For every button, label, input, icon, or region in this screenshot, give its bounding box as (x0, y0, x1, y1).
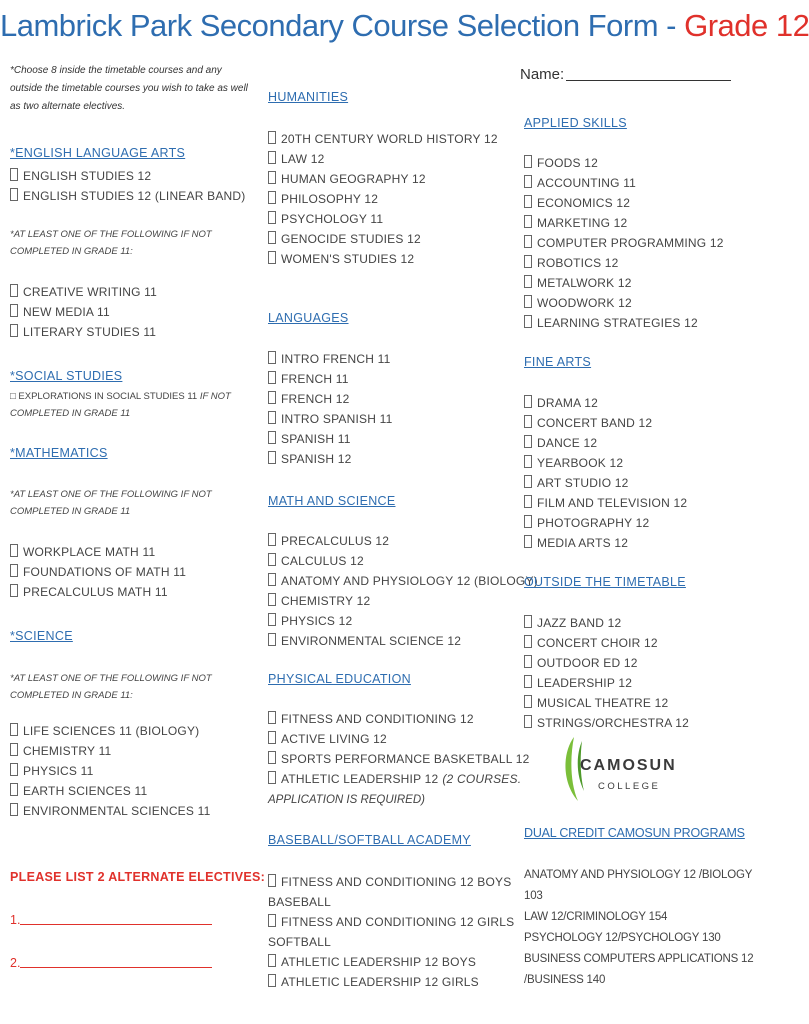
course-label: FITNESS AND CONDITIONING 12 GIRLS (281, 915, 515, 929)
title-main: Lambrick Park Secondary Course Selection Form - (0, 8, 685, 43)
course-item[interactable] (524, 673, 689, 693)
course-item[interactable] (268, 429, 392, 449)
checkbox-icon[interactable] (268, 351, 276, 364)
intro-note: *Choose 8 inside the timetable courses and any outside the timetable courses you wish to take as well as two alternate electives. (10, 65, 248, 112)
outside-list (524, 613, 689, 733)
course-item[interactable] (268, 709, 529, 729)
checkbox-icon[interactable] (10, 188, 18, 201)
checkbox-icon[interactable] (524, 455, 532, 468)
course-item[interactable] (10, 781, 210, 801)
title-grade: Grade 12 (684, 8, 809, 43)
course-label: SPANISH 12 (281, 452, 352, 466)
course-label: GENOCIDE STUDIES 12 (281, 232, 421, 246)
course-label: WOMEN'S STUDIES 12 (281, 252, 415, 266)
course-label: ANATOMY AND PHYSIOLOGY 12 (BIOLOGY) (281, 574, 538, 588)
course-item[interactable] (10, 166, 245, 186)
course-item[interactable] (524, 233, 724, 253)
dual-heading: DUAL CREDIT CAMOSUN PROGRAMS (524, 826, 745, 840)
english-note: *AT LEAST ONE OF THE FOLLOWING IF NOT COMPLETED IN GRADE 11: (10, 229, 212, 257)
course-item[interactable] (524, 453, 687, 473)
checkbox-icon[interactable] (268, 954, 276, 967)
checkbox-icon[interactable] (268, 371, 276, 384)
baseball-heading: BASEBALL/SOFTBALL ACADEMY (268, 833, 471, 847)
course-item[interactable] (10, 282, 157, 302)
checkbox-icon[interactable] (268, 711, 276, 724)
social-note: IF NOT COMPLETED IN GRADE 11 (10, 391, 231, 419)
logo-sub: COLLEGE (598, 781, 661, 792)
course-label: PSYCHOLOGY 12/PSYCHOLOGY 130 (524, 932, 721, 944)
course-item[interactable] (268, 872, 514, 892)
course-label: MUSICAL THEATRE 12 (537, 696, 669, 710)
checkbox-icon[interactable] (524, 675, 532, 688)
checkbox-icon[interactable] (524, 235, 532, 248)
course-item[interactable] (524, 513, 687, 533)
alternate-2[interactable] (10, 956, 212, 970)
course-item[interactable] (524, 393, 687, 413)
checkbox-icon[interactable] (268, 411, 276, 424)
english-extra-list (10, 282, 157, 342)
humanities-heading: HUMANITIES (268, 90, 349, 104)
course-item[interactable] (268, 349, 392, 369)
checkbox-icon[interactable] (524, 295, 532, 308)
science-heading: *SCIENCE (10, 629, 73, 643)
checkbox-icon[interactable] (524, 255, 532, 268)
checkbox-icon[interactable] (268, 633, 276, 646)
dual-list (524, 865, 760, 991)
course-label: LAW 12/CRIMINOLOGY 154 (524, 911, 668, 923)
course-label: LITERARY STUDIES 11 (23, 325, 157, 339)
dual-credit-item[interactable] (524, 928, 760, 949)
dual-credit-item[interactable] (524, 865, 760, 907)
course-label: LIFE SCIENCES 11 (BIOLOGY) (23, 724, 200, 738)
mathsci-heading: MATH AND SCIENCE (268, 494, 396, 508)
course-item[interactable] (268, 169, 498, 189)
course-item[interactable] (524, 293, 724, 313)
course-label: PRECALCULUS MATH 11 (23, 585, 168, 599)
course-label: JAZZ BAND 12 (537, 616, 622, 630)
checkbox-icon[interactable] (524, 315, 532, 328)
course-item[interactable] (524, 613, 689, 633)
pe-heading: PHYSICAL EDUCATION (268, 672, 411, 686)
course-label: ANATOMY AND PHYSIOLOGY 12 /BIOLOGY 103 (524, 869, 752, 902)
course-item (268, 932, 514, 952)
checkbox-icon[interactable] (10, 783, 18, 796)
course-item[interactable] (524, 533, 687, 553)
checkbox-icon[interactable] (268, 431, 276, 444)
course-item[interactable] (268, 229, 498, 249)
course-label: CONCERT CHOIR 12 (537, 636, 658, 650)
course-item[interactable] (524, 713, 689, 733)
course-label: SPORTS PERFORMANCE BASKETBALL 12 (281, 752, 530, 766)
course-item[interactable] (268, 952, 514, 972)
course-label: BUSINESS COMPUTERS APPLICATIONS 12 /BUSINESS 140 (524, 953, 754, 986)
checkbox-icon[interactable] (268, 171, 276, 184)
checkbox-icon[interactable] (10, 324, 18, 337)
course-item[interactable] (268, 551, 538, 571)
course-item[interactable] (268, 209, 498, 229)
course-item[interactable] (10, 741, 210, 761)
checkbox-icon[interactable] (268, 553, 276, 566)
checkbox-icon[interactable] (524, 515, 532, 528)
checkbox-icon[interactable] (268, 771, 276, 784)
course-item[interactable] (524, 213, 724, 233)
course-item[interactable] (524, 413, 687, 433)
course-item[interactable] (524, 193, 724, 213)
course-item[interactable] (268, 611, 538, 631)
social-heading: *SOCIAL STUDIES (10, 369, 123, 383)
course-label: COMPUTER PROGRAMMING 12 (537, 236, 724, 250)
checkbox-icon[interactable] (524, 415, 532, 428)
checkbox-icon[interactable] (268, 914, 276, 927)
course-label: FOUNDATIONS OF MATH 11 (23, 565, 187, 579)
checkbox-icon[interactable] (268, 211, 276, 224)
course-item[interactable] (268, 449, 392, 469)
checkbox-icon[interactable] (524, 535, 532, 548)
camosun-logo (560, 735, 677, 805)
course-item[interactable] (268, 729, 529, 749)
course-label: WORKPLACE MATH 11 (23, 545, 156, 559)
checkbox-icon[interactable] (268, 131, 276, 144)
checkbox-icon[interactable] (524, 155, 532, 168)
languages-heading: LANGUAGES (268, 311, 349, 325)
course-label: FOODS 12 (537, 156, 598, 170)
checkbox-icon[interactable] (10, 743, 18, 756)
alternate-1[interactable] (10, 913, 212, 927)
checkbox-icon[interactable] (268, 451, 276, 464)
checkbox-icon[interactable] (10, 284, 18, 297)
course-label: METALWORK 12 (537, 276, 632, 290)
course-item[interactable] (524, 273, 724, 293)
pe-list (268, 709, 529, 789)
checkbox-icon[interactable] (10, 564, 18, 577)
course-item[interactable] (10, 761, 210, 781)
course-label: YEARBOOK 12 (537, 456, 624, 470)
name-input-line[interactable] (566, 80, 731, 81)
course-item[interactable] (524, 153, 724, 173)
english-heading: *ENGLISH LANGUAGE ARTS (10, 146, 186, 160)
alternate-1-label: 1. (10, 913, 21, 927)
checkbox-icon[interactable] (268, 533, 276, 546)
course-item[interactable] (10, 542, 186, 562)
course-item[interactable] (268, 769, 529, 789)
checkbox-icon[interactable] (524, 275, 532, 288)
dual-credit-item[interactable] (524, 949, 760, 991)
checkbox-icon[interactable] (268, 573, 276, 586)
course-label: ATHLETIC LEADERSHIP 12 (281, 772, 439, 786)
logo-name: CAMOSUN (580, 757, 677, 774)
alternate-1-line[interactable] (20, 924, 212, 925)
course-item[interactable] (268, 369, 392, 389)
checkbox-icon[interactable] (524, 635, 532, 648)
course-label: DANCE 12 (537, 436, 598, 450)
course-label: CONCERT BAND 12 (537, 416, 653, 430)
course-item[interactable] (268, 149, 498, 169)
checkbox-icon[interactable] (524, 695, 532, 708)
social-item[interactable] (10, 388, 235, 422)
checkbox-icon[interactable] (10, 544, 18, 557)
course-item[interactable] (524, 493, 687, 513)
course-label: SPANISH 11 (281, 432, 351, 446)
alternate-2-line[interactable] (20, 967, 212, 968)
mathsci-list (268, 531, 538, 651)
course-item[interactable] (10, 801, 210, 821)
course-item[interactable] (268, 912, 514, 932)
dual-credit-item[interactable] (524, 907, 760, 928)
course-item[interactable] (268, 389, 392, 409)
course-label: FITNESS AND CONDITIONING 12 BOYS (281, 875, 512, 889)
course-item[interactable] (268, 972, 514, 992)
course-label: OUTDOOR ED 12 (537, 656, 638, 670)
course-label: INTRO SPANISH 11 (281, 412, 393, 426)
course-label: INTRO FRENCH 11 (281, 352, 391, 366)
name-field[interactable] (520, 66, 731, 83)
course-label: PHYSICS 12 (281, 614, 353, 628)
course-label: ATHLETIC LEADERSHIP 12 BOYS (281, 955, 477, 969)
applied-heading: APPLIED SKILLS (524, 116, 627, 130)
checkbox-icon[interactable] (268, 874, 276, 887)
checkbox-icon[interactable] (10, 584, 18, 597)
checkbox-icon[interactable] (524, 495, 532, 508)
math-list (10, 542, 186, 602)
course-label: PRECALCULUS 12 (281, 534, 390, 548)
course-item[interactable] (524, 473, 687, 493)
checkbox-icon[interactable] (524, 715, 532, 728)
course-item[interactable] (524, 653, 689, 673)
course-label: FRENCH 11 (281, 372, 349, 386)
course-label: MEDIA ARTS 12 (537, 536, 629, 550)
checkbox-icon[interactable] (268, 613, 276, 626)
checkbox-icon[interactable] (524, 475, 532, 488)
alternates-heading: PLEASE LIST 2 ALTERNATE ELECTIVES: (10, 870, 266, 884)
course-item[interactable] (10, 302, 157, 322)
checkbox-icon[interactable] (268, 231, 276, 244)
course-item[interactable] (524, 433, 687, 453)
checkbox-icon[interactable] (268, 593, 276, 606)
course-item[interactable] (268, 749, 529, 769)
course-item[interactable] (10, 562, 186, 582)
course-label: ROBOTICS 12 (537, 256, 619, 270)
course-label: BASEBALL (268, 895, 331, 909)
course-label: SOFTBALL (268, 935, 331, 949)
course-label: EARTH SCIENCES 11 (23, 784, 148, 798)
checkbox-icon[interactable] (524, 615, 532, 628)
english-list (10, 166, 245, 206)
humanities-list (268, 129, 498, 269)
course-label: ENGLISH STUDIES 12 (23, 169, 152, 183)
course-item[interactable] (524, 633, 689, 653)
course-label: 20TH CENTURY WORLD HISTORY 12 (281, 132, 498, 146)
course-item[interactable] (268, 591, 538, 611)
course-label: CHEMISTRY 12 (281, 594, 371, 608)
course-label: ECONOMICS 12 (537, 196, 631, 210)
course-item[interactable] (268, 129, 498, 149)
checkbox-icon[interactable] (524, 395, 532, 408)
course-item[interactable] (268, 531, 538, 551)
checkbox-icon[interactable] (10, 763, 18, 776)
course-label: ACTIVE LIVING 12 (281, 732, 387, 746)
course-item[interactable] (10, 582, 186, 602)
pe-note-2: APPLICATION IS REQUIRED) (268, 794, 425, 806)
pe-note-1: (2 COURSES. (442, 772, 522, 786)
course-label: MARKETING 12 (537, 216, 628, 230)
finearts-heading: FINE ARTS (524, 355, 592, 369)
course-label: ART STUDIO 12 (537, 476, 629, 490)
checkbox-icon[interactable] (268, 251, 276, 264)
course-label: ENGLISH STUDIES 12 (LINEAR BAND) (23, 189, 246, 203)
course-label: FITNESS AND CONDITIONING 12 (281, 712, 474, 726)
checkbox-icon[interactable] (268, 731, 276, 744)
course-label: LAW 12 (281, 152, 325, 166)
checkbox-icon[interactable] (524, 215, 532, 228)
course-item[interactable] (524, 253, 724, 273)
checkbox-icon[interactable]: □ (10, 391, 16, 402)
math-note: *AT LEAST ONE OF THE FOLLOWING IF NOT COMPLETED IN GRADE 11 (10, 489, 212, 517)
languages-list (268, 349, 392, 469)
page-title (0, 8, 809, 44)
course-label: ENVIRONMENTAL SCIENCES 11 (23, 804, 211, 818)
finearts-list (524, 393, 687, 553)
course-item[interactable] (268, 571, 538, 591)
checkbox-icon[interactable] (524, 435, 532, 448)
checkbox-icon[interactable] (268, 191, 276, 204)
checkbox-icon[interactable] (268, 751, 276, 764)
checkbox-icon[interactable] (268, 391, 276, 404)
social-item-label: EXPLORATIONS IN SOCIAL STUDIES 11 (18, 391, 198, 402)
course-label: DRAMA 12 (537, 396, 598, 410)
course-label: NEW MEDIA 11 (23, 305, 110, 319)
course-label: ATHLETIC LEADERSHIP 12 GIRLS (281, 975, 479, 989)
course-label: LEARNING STRATEGIES 12 (537, 316, 698, 330)
course-item[interactable] (268, 189, 498, 209)
checkbox-icon[interactable] (268, 151, 276, 164)
course-label: STRINGS/ORCHESTRA 12 (537, 716, 690, 730)
applied-list (524, 153, 724, 333)
course-item (268, 892, 514, 912)
course-item[interactable] (524, 313, 724, 333)
checkbox-icon[interactable] (268, 974, 276, 987)
course-label: CREATIVE WRITING 11 (23, 285, 158, 299)
science-note: *AT LEAST ONE OF THE FOLLOWING IF NOT COMPLETED IN GRADE 11: (10, 673, 212, 701)
checkbox-icon[interactable] (10, 168, 18, 181)
course-label: CALCULUS 12 (281, 554, 364, 568)
course-item[interactable] (524, 693, 689, 713)
course-label: PHYSICS 11 (23, 764, 94, 778)
course-label: WOODWORK 12 (537, 296, 632, 310)
course-item[interactable] (268, 409, 392, 429)
checkbox-icon[interactable] (524, 175, 532, 188)
course-item[interactable] (10, 721, 210, 741)
course-label: LEADERSHIP 12 (537, 676, 633, 690)
course-label: FILM AND TELEVISION 12 (537, 496, 688, 510)
course-item[interactable] (524, 173, 724, 193)
name-label: Name: (520, 66, 565, 83)
checkbox-icon[interactable] (10, 803, 18, 816)
science-list (10, 721, 210, 821)
course-item[interactable] (10, 186, 245, 206)
course-item[interactable] (268, 249, 498, 269)
course-label: ENVIRONMENTAL SCIENCE 12 (281, 634, 462, 648)
checkbox-icon[interactable] (10, 723, 18, 736)
course-label: PHOTOGRAPHY 12 (537, 516, 650, 530)
checkbox-icon[interactable] (10, 304, 18, 317)
checkbox-icon[interactable] (524, 195, 532, 208)
course-label: PHILOSOPHY 12 (281, 192, 379, 206)
math-heading: *MATHEMATICS (10, 446, 108, 460)
baseball-list (268, 872, 514, 992)
course-label: CHEMISTRY 11 (23, 744, 112, 758)
course-label: FRENCH 12 (281, 392, 350, 406)
course-label: ACCOUNTING 11 (537, 176, 637, 190)
alternate-2-label: 2. (10, 956, 21, 970)
course-item[interactable] (10, 322, 157, 342)
course-label: HUMAN GEOGRAPHY 12 (281, 172, 426, 186)
course-label: PSYCHOLOGY 11 (281, 212, 384, 226)
course-item[interactable] (268, 631, 538, 651)
checkbox-icon[interactable] (524, 655, 532, 668)
outside-heading: OUTSIDE THE TIMETABLE (524, 575, 686, 589)
